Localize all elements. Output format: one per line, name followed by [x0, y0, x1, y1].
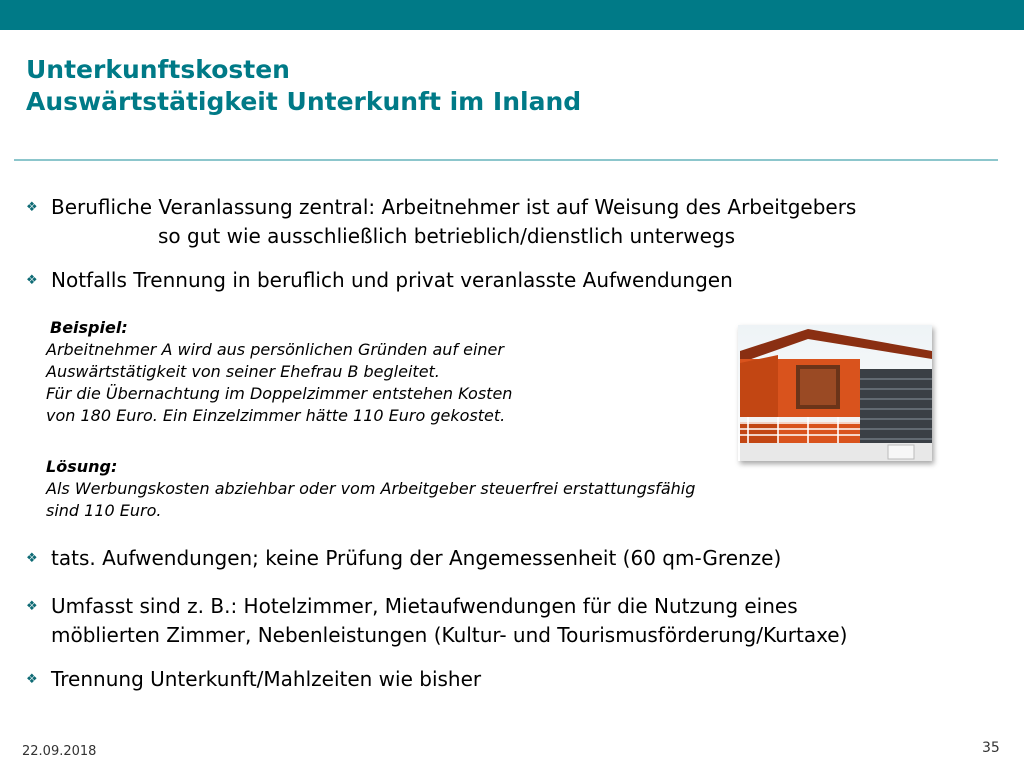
page-number: 35: [982, 740, 1000, 756]
diamond-bullet-icon: ❖: [26, 551, 38, 566]
diamond-bullet-icon: ❖: [26, 200, 38, 215]
bullet-text: tats. Aufwendungen; keine Prüfung der Angemessenheit (60 qm-Grenze): [51, 546, 782, 570]
title-line-2: Auswärtstätigkeit Unterkunft im Inland: [26, 87, 582, 116]
bullet-item: [26, 193, 856, 251]
title-line-1: Unterkunftskosten: [26, 55, 290, 84]
bullet-item: [26, 544, 781, 573]
example-line: Für die Übernachtung im Doppelzimmer entstehen Kosten: [46, 384, 513, 403]
top-banner: [0, 0, 1024, 30]
example-line: Auswärtstätigkeit von seiner Ehefrau B begleitet.: [46, 362, 440, 381]
solution-line: sind 110 Euro.: [46, 501, 162, 520]
solution-block: [46, 456, 695, 522]
page-title: [26, 54, 581, 118]
diamond-bullet-icon: ❖: [26, 599, 38, 614]
diamond-bullet-icon: ❖: [26, 672, 38, 687]
bullet-item: [26, 592, 847, 650]
bullet-text: Umfasst sind z. B.: Hotelzimmer, Mietaufwendungen für die Nutzung eines: [51, 594, 798, 618]
bullet-text: möblierten Zimmer, Nebenleistungen (Kultur- und Tourismusförderung/Kurtaxe): [51, 623, 848, 647]
bullet-item: [26, 665, 481, 694]
house-illustration: [738, 325, 932, 461]
bullet-text: Notfalls Trennung in beruflich und privat veranlasste Aufwendungen: [51, 268, 733, 292]
bullet-text: Berufliche Veranlassung zentral: Arbeitnehmer ist auf Weisung des Arbeitgebers: [51, 195, 857, 219]
bullet-text: so gut wie ausschließlich betrieblich/dienstlich unterwegs: [158, 224, 736, 248]
bullet-item: [26, 266, 733, 295]
footer-date: 22.09.2018: [22, 744, 97, 759]
example-block: [46, 317, 512, 427]
example-line: Arbeitnehmer A wird aus persönlichen Gründen auf einer: [46, 340, 504, 359]
solution-line: Als Werbungskosten abziehbar oder vom Arbeitgeber steuerfrei erstattungsfähig: [46, 479, 696, 498]
house-illustration-graphic: [738, 325, 932, 461]
solution-heading: Lösung:: [46, 457, 118, 476]
bullet-text: Trennung Unterkunft/Mahlzeiten wie bisher: [51, 667, 482, 691]
example-line: von 180 Euro. Ein Einzelzimmer hätte 110 Euro gekostet.: [46, 406, 506, 425]
diamond-bullet-icon: ❖: [26, 273, 38, 288]
example-heading: Beispiel:: [50, 318, 128, 337]
title-divider: [14, 159, 998, 161]
